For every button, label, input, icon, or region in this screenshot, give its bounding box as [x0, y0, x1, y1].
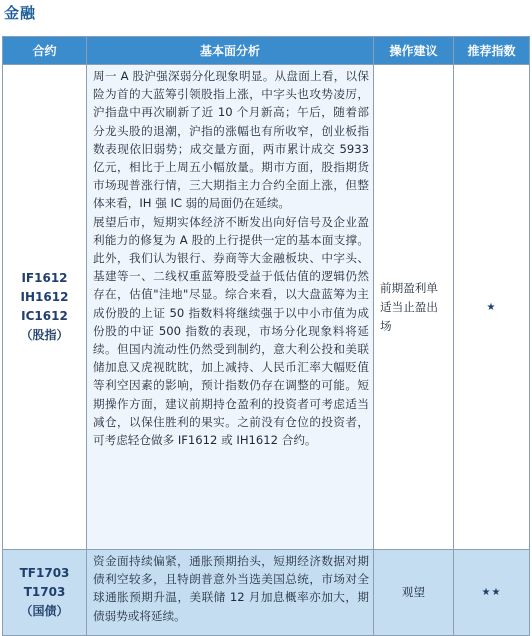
contract-code: T1703	[23, 585, 66, 599]
header-analysis: 基本面分析	[87, 37, 374, 65]
table-row	[3, 550, 530, 636]
analysis-cell	[87, 550, 374, 636]
analysis-paragraph: 资金面持续偏紧，通胀预期抬头，短期经济数据对期债利空较多，且特朗普意外当选美国总统，市场对全球通胀预期升温，美联储 12 月加息概率亦加大，期债弱势或将延续。	[93, 554, 369, 623]
header-contract: 合约	[3, 37, 87, 65]
contract-code: IF1612	[21, 271, 68, 285]
analysis-paragraph: 展望后市，短期实体经济不断发出向好信号及企业盈利能力的修复为 A 股的上行提供一定的基本面支撑。此外，我们认为银行、券商等大金融板块、中字头、基建等一、二线权重蓝筹股受益于低估值的逻辑仍然存在，估值"洼地"尽显。综合来看，以大盘蓝筹为主成份股的上证 50 指数料将继续强于以中小市值为成份股的中证 500 指数的表现，市场分化现象料将延续。但国内流动性仍然受到制约，意大利公投和美联储加息又虎视眈眈，加上减持、人民币汇率大幅贬值等利空因素的影响，预计指数仍存在调整的可能。短期操作方面，建议前期持仓盈利的投资者可考虑适当减仓，以保住胜利的果实。之前没有仓位的投资者，可考虑轻仓做多 IF1612 或 IH1612 合约。	[93, 214, 369, 448]
table-header-row	[3, 37, 530, 65]
header-advice: 操作建议	[374, 37, 454, 65]
contract-code: IH1612	[20, 290, 69, 304]
analysis-table	[2, 36, 530, 636]
contract-category: （国债）	[20, 604, 69, 618]
analysis-cell	[87, 65, 374, 550]
analysis-paragraph: 周一 A 股沪强深弱分化现象明显。从盘面上看，以保险为首的大蓝筹引领股指上涨，中字头也攻势凌厉，沪指盘中再次刷新了近 10 个月新高；午后，随着部分龙头股的退潮，沪指的涨幅也有所收窄，创业板指数表现依旧弱势；成交量方面，两市累计成交 5933 亿元，相比于上周五小幅放量。期市方面，股指期货市场现普涨行情，三大期指主力合约全面上涨，但整体来看，IH 强 IC 弱的局面仍在延续。	[93, 69, 369, 211]
header-rating: 推荐指数	[454, 37, 530, 65]
advice-cell: 前期盈利单适当止盈出场	[374, 65, 454, 550]
contract-code: IC1612	[21, 309, 68, 323]
advice-cell: 观望	[374, 550, 454, 636]
section-title: 金融	[4, 4, 37, 22]
contract-cell	[3, 550, 87, 636]
contract-category: （股指）	[20, 328, 69, 342]
contract-code: TF1703	[19, 566, 70, 580]
rating-stars: ★★	[454, 550, 530, 636]
table-row	[3, 65, 530, 550]
rating-stars: ★	[454, 65, 530, 550]
contract-cell	[3, 65, 87, 550]
